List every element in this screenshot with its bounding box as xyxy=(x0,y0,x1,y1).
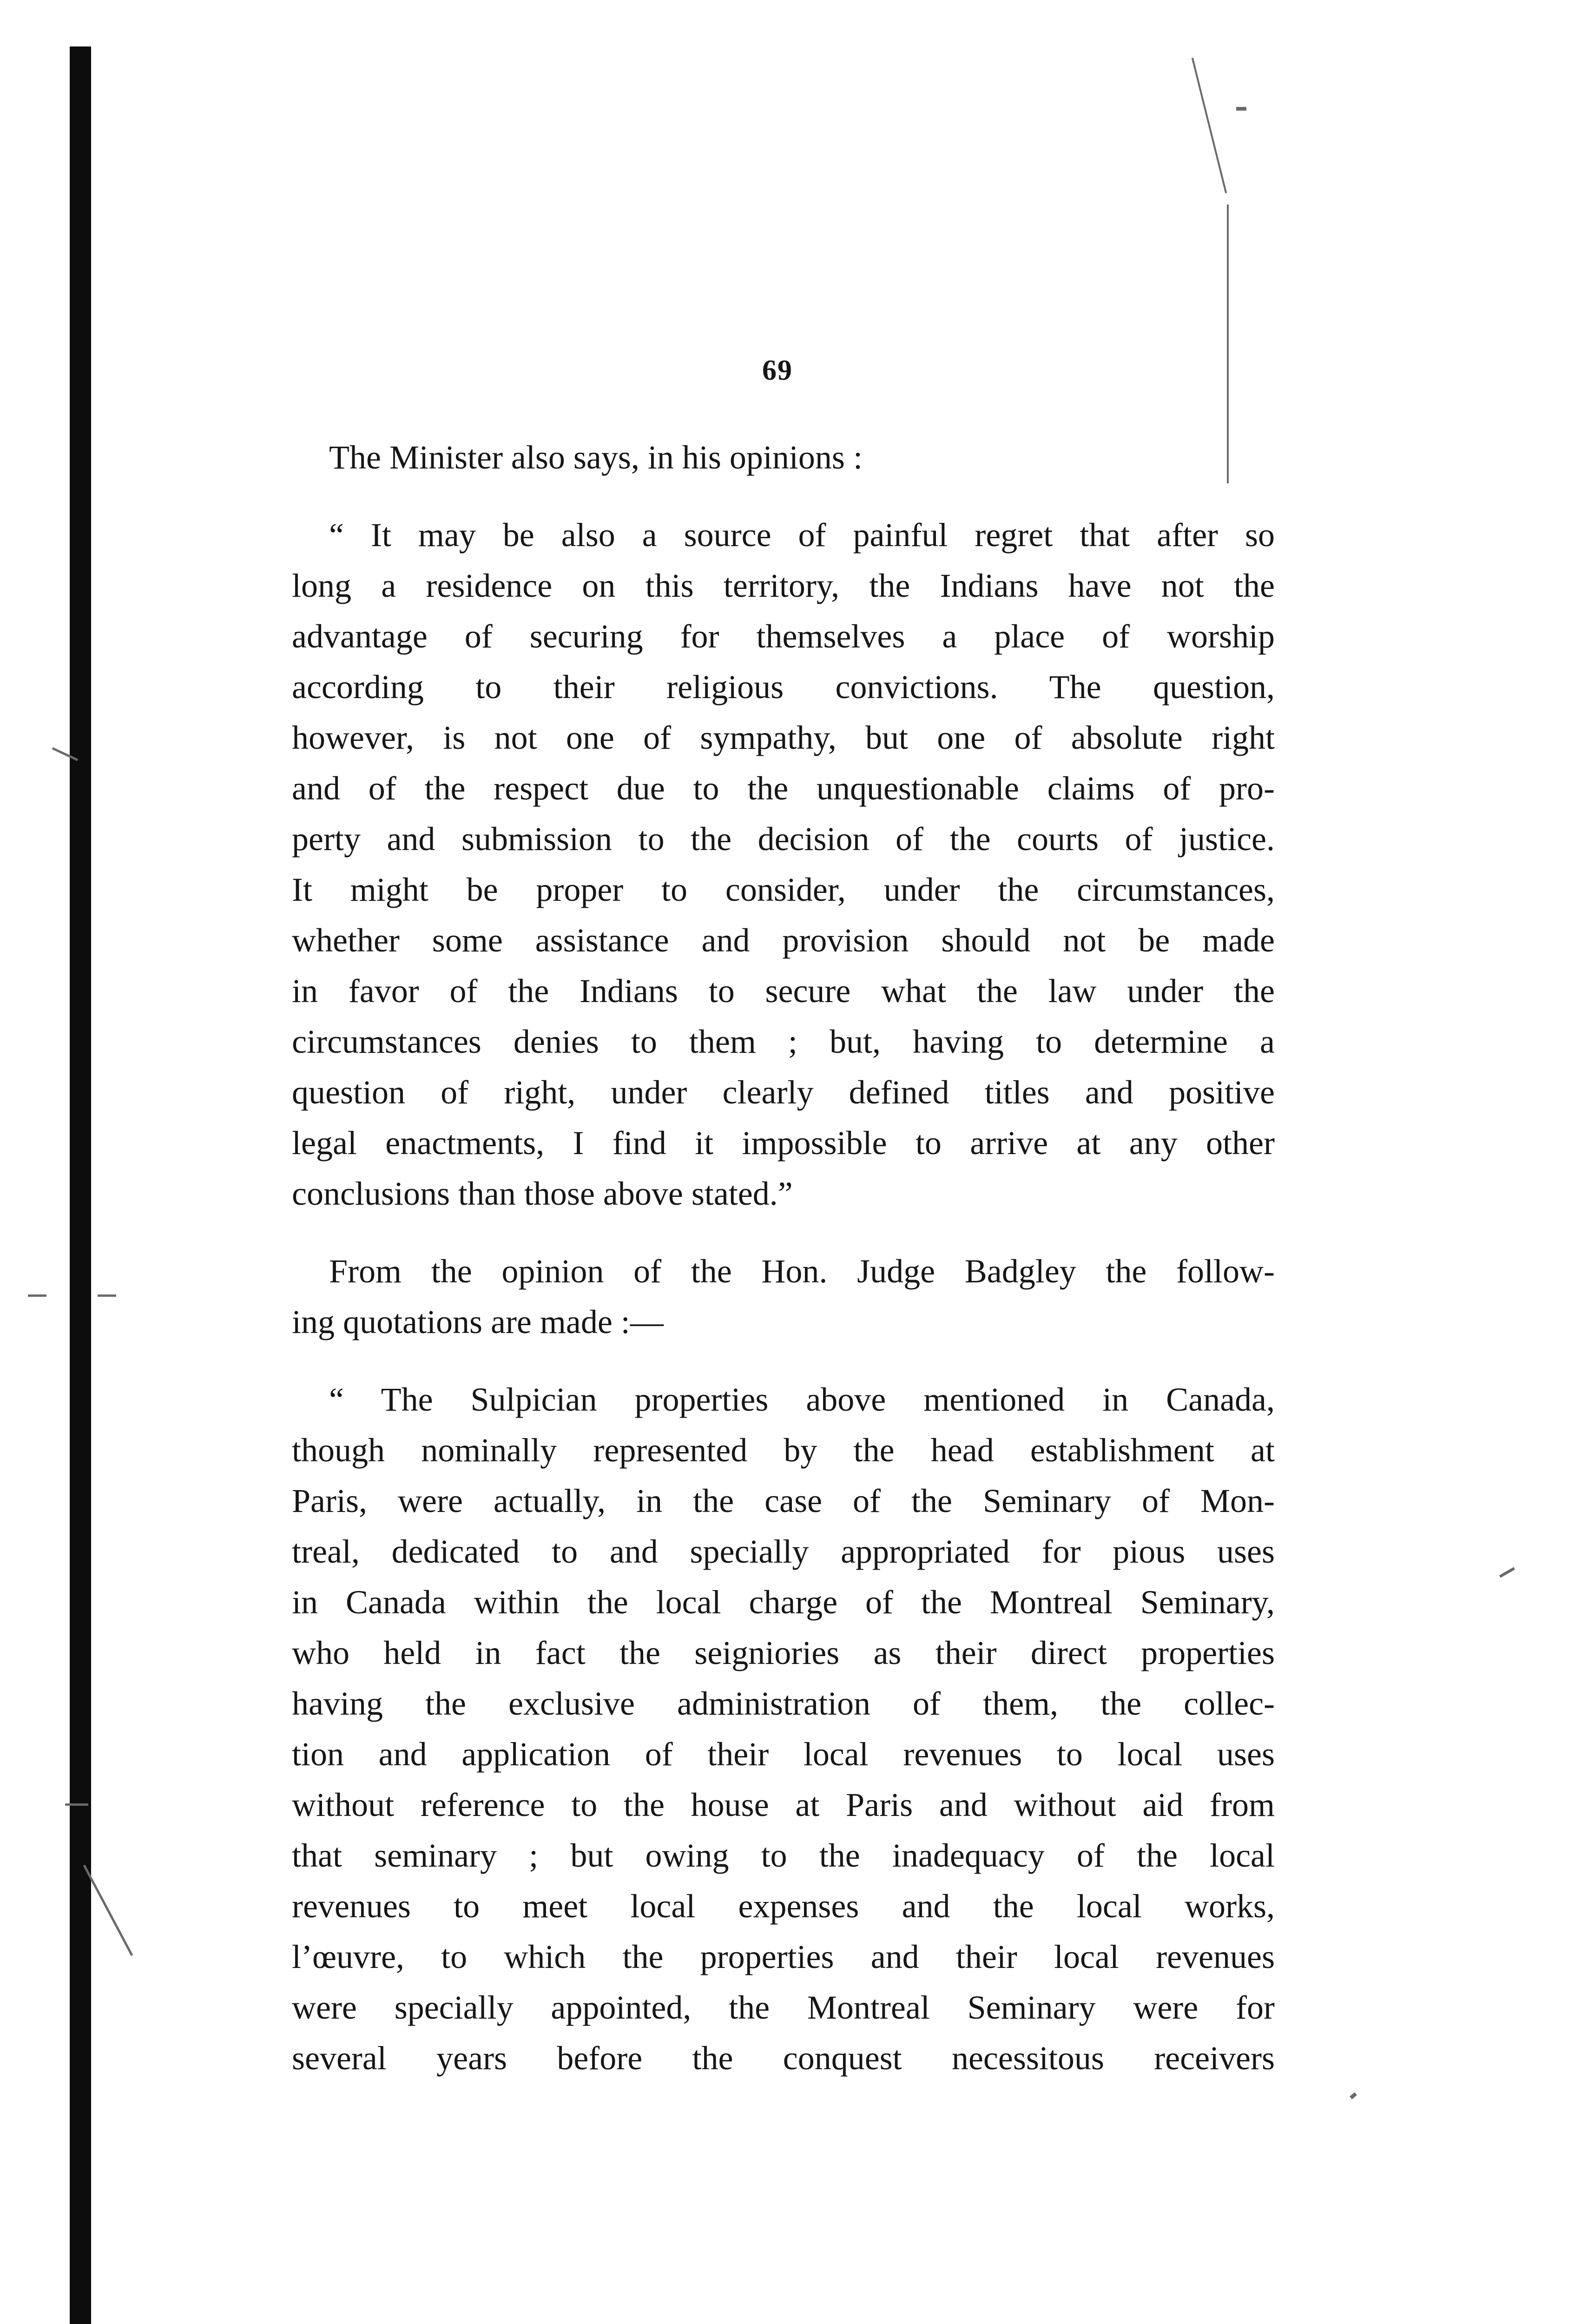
text-line: “ It may be also a source of painful regret that after so xyxy=(329,516,1275,554)
text-line: in favor of the Indians to secure what the law under the xyxy=(292,972,1275,1010)
text-line: though nominally represented by the head establishment at xyxy=(292,1432,1275,1469)
paragraph-gap xyxy=(292,1347,1275,1374)
paragraph xyxy=(292,1246,1275,1347)
text-line: legal enactments, I find it impossible to arrive at any other xyxy=(292,1124,1275,1162)
paragraph-gap xyxy=(292,1219,1275,1246)
text-line: long a residence on this territory, the Indians have not the xyxy=(292,567,1275,604)
print-speck xyxy=(98,1294,116,1297)
text-line: “ The Sulpician properties above mentioned in Canada, xyxy=(329,1381,1275,1418)
text-line: It might be proper to consider, under the circumstances, xyxy=(292,871,1275,908)
text-line: tion and application of their local revenues to local uses xyxy=(292,1736,1275,1773)
text-line: conclusions than those above stated.” xyxy=(292,1175,793,1212)
print-speck xyxy=(1192,58,1227,193)
text-line: revenues to meet local expenses and the local works, xyxy=(292,1888,1275,1925)
text-line: Paris, were actually, in the case of the Seminary of Mon- xyxy=(292,1482,1275,1519)
text-line: whether some assistance and provision should not be made xyxy=(292,922,1275,959)
print-speck xyxy=(65,1803,88,1806)
print-speck xyxy=(1499,1567,1515,1578)
paragraph xyxy=(292,510,1275,1219)
text-line: question of right, under clearly defined titles and positive xyxy=(292,1074,1275,1111)
text-line: From the opinion of the Hon. Judge Badgley the follow- xyxy=(329,1253,1275,1290)
text-line: however, is not one of sympathy, but one of absolute right xyxy=(292,719,1275,756)
text-line: l’œuvre, to which the properties and their local revenues xyxy=(292,1938,1275,1975)
text-line: treal, dedicated to and specially appropriated for pious uses xyxy=(292,1533,1275,1570)
text-line: who held in fact the seigniories as their direct properties xyxy=(292,1634,1275,1671)
text-line: in Canada within the local charge of the Montreal Seminary, xyxy=(292,1584,1275,1621)
text-line: without reference to the house at Paris and without aid from xyxy=(292,1786,1275,1823)
text-line: advantage of securing for themselves a place of worship xyxy=(292,618,1275,655)
text-line: were specially appointed, the Montreal Seminary were for xyxy=(292,1989,1275,2026)
text-line: circumstances denies to them ; but, having to determine a xyxy=(292,1023,1275,1060)
print-speck xyxy=(1227,205,1229,483)
text-line: The Minister also says, in his opinions : xyxy=(329,439,863,476)
print-speck xyxy=(1236,107,1246,111)
text-line: ing quotations are made :— xyxy=(292,1303,664,1340)
text-line: perty and submission to the decision of the courts of justice. xyxy=(292,820,1275,858)
text-line: that seminary ; but owing to the inadequacy of the local xyxy=(292,1837,1275,1874)
binding-edge xyxy=(70,46,91,2324)
body-text xyxy=(292,432,1275,2084)
text-line: having the exclusive administration of them, the collec- xyxy=(292,1685,1275,1722)
text-line: according to their religious convictions. The question, xyxy=(292,668,1275,706)
text-line: and of the respect due to the unquestionable claims of pro- xyxy=(292,770,1275,807)
paragraph xyxy=(292,1374,1275,2084)
print-speck xyxy=(1350,2092,1357,2099)
page-number: 69 xyxy=(762,355,793,386)
text-line: several years before the conquest necessitous receivers xyxy=(292,2040,1275,2077)
print-speck xyxy=(28,1294,46,1297)
paragraph-gap xyxy=(292,483,1275,510)
paragraph xyxy=(292,432,1275,483)
